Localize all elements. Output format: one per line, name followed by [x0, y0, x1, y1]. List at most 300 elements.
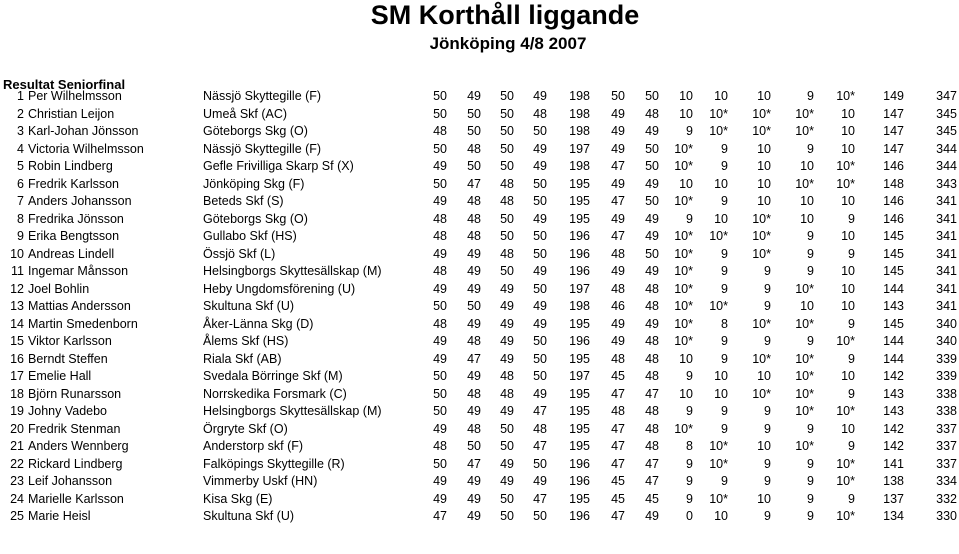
rank-cell: 1	[17, 89, 24, 103]
score-cell: 9	[807, 246, 814, 261]
rank-cell: 23	[10, 474, 24, 488]
rank-cell: 14	[10, 316, 24, 331]
shooter-name-cell: Marie Heisl	[28, 509, 91, 523]
score-cell: 10	[841, 281, 855, 296]
shooter-name-cell: Viktor Karlsson	[28, 334, 112, 348]
table-row	[0, 316, 959, 334]
score-cell: 49	[645, 316, 659, 331]
score-cell: 10*	[836, 474, 855, 488]
score-cell: 50	[645, 89, 659, 103]
club-cell: Heby Ungdomsförening (U)	[203, 281, 356, 296]
score-cell: 48	[533, 106, 547, 121]
score-cell: 45	[611, 474, 625, 488]
score-cell: 47	[433, 509, 447, 523]
score-cell: 50	[500, 211, 514, 226]
score-cell: 9	[721, 141, 728, 156]
score-cell: 10	[757, 439, 771, 453]
club-cell: Kisa Skg (E)	[203, 491, 273, 506]
score-cell: 196	[569, 474, 590, 488]
score-cell: 45	[611, 369, 625, 383]
score-cell: 48	[611, 246, 625, 261]
score-cell: 9	[686, 124, 693, 138]
score-cell: 47	[645, 386, 659, 401]
rank-cell: 20	[10, 421, 24, 436]
score-cell: 146	[883, 159, 904, 173]
score-cell: 341	[936, 246, 957, 261]
score-cell: 50	[467, 299, 481, 313]
score-cell: 48	[500, 386, 514, 401]
score-cell: 10	[757, 369, 771, 383]
score-cell: 196	[569, 264, 590, 278]
club-cell: Örgryte Skf (O)	[203, 421, 288, 436]
score-cell: 10*	[674, 316, 693, 331]
score-cell: 10*	[674, 281, 693, 296]
score-cell: 339	[936, 369, 957, 383]
score-cell: 8	[721, 316, 728, 331]
club-cell: Beteds Skf (S)	[203, 194, 284, 208]
score-cell: 48	[645, 369, 659, 383]
page-subtitle: Jönköping 4/8 2007	[429, 34, 587, 53]
score-cell: 9	[848, 439, 855, 453]
score-cell: 9	[721, 194, 728, 208]
score-cell: 10*	[836, 176, 855, 191]
score-cell: 9	[807, 89, 814, 103]
score-cell: 10*	[752, 386, 771, 401]
table-row	[0, 158, 959, 176]
club-cell: Jönköping Skg (F)	[203, 176, 305, 191]
club-cell: Svedala Börringe Skf (M)	[203, 369, 343, 383]
score-cell: 0	[686, 509, 693, 523]
score-cell: 195	[569, 316, 590, 331]
score-cell: 10	[841, 369, 855, 383]
rank-cell: 19	[10, 404, 24, 418]
score-cell: 47	[611, 386, 625, 401]
score-cell: 141	[883, 456, 904, 471]
club-cell: Skultuna Skf (U)	[203, 509, 295, 523]
score-cell: 145	[883, 264, 904, 278]
club-cell: Riala Skf (AB)	[203, 351, 282, 366]
score-cell: 10	[714, 386, 728, 401]
club-cell: Åker-Länna Skg (D)	[203, 316, 314, 331]
score-cell: 48	[467, 194, 481, 208]
score-cell: 47	[611, 456, 625, 471]
score-cell: 196	[569, 246, 590, 261]
score-cell: 50	[433, 141, 447, 156]
score-cell: 9	[848, 491, 855, 506]
score-cell: 9	[721, 474, 728, 488]
score-cell: 50	[433, 456, 447, 471]
score-cell: 50	[433, 106, 447, 121]
score-cell: 48	[433, 124, 447, 138]
score-cell: 48	[645, 106, 659, 121]
shooter-name-cell: Martin Smedenborn	[28, 316, 138, 331]
score-cell: 337	[936, 439, 957, 453]
shooter-name-cell: Robin Lindberg	[28, 159, 113, 173]
score-cell: 49	[433, 194, 447, 208]
score-cell: 49	[500, 404, 514, 418]
score-cell: 49	[533, 316, 547, 331]
score-cell: 198	[569, 124, 590, 138]
score-cell: 49	[611, 211, 625, 226]
score-cell: 50	[500, 264, 514, 278]
score-cell: 197	[569, 141, 590, 156]
rank-cell: 3	[17, 124, 24, 138]
score-cell: 48	[611, 404, 625, 418]
score-cell: 10*	[795, 404, 814, 418]
score-cell: 9	[686, 404, 693, 418]
score-cell: 50	[645, 246, 659, 261]
score-cell: 196	[569, 456, 590, 471]
score-cell: 10*	[709, 491, 728, 506]
score-cell: 341	[936, 299, 957, 313]
shooter-name-cell: Fredrika Jönsson	[28, 211, 124, 226]
score-cell: 49	[467, 369, 481, 383]
score-cell: 49	[611, 316, 625, 331]
section-heading: Resultat Seniorfinal	[3, 77, 126, 92]
table-row	[0, 141, 959, 159]
rank-cell: 5	[17, 159, 24, 173]
score-cell: 10*	[795, 106, 814, 121]
score-cell: 9	[721, 281, 728, 296]
score-cell: 49	[433, 246, 447, 261]
club-cell: Norrskedika Forsmark (C)	[203, 386, 347, 401]
score-cell: 9	[807, 229, 814, 243]
score-cell: 50	[533, 456, 547, 471]
score-cell: 9	[721, 264, 728, 278]
score-cell: 10*	[752, 351, 771, 366]
score-cell: 341	[936, 211, 957, 226]
score-cell: 9	[807, 456, 814, 471]
score-cell: 9	[764, 299, 771, 313]
score-cell: 48	[645, 299, 659, 313]
score-cell: 9	[721, 246, 728, 261]
shooter-name-cell: Berndt Steffen	[28, 351, 108, 366]
score-cell: 49	[533, 299, 547, 313]
score-cell: 145	[883, 316, 904, 331]
rank-cell: 24	[10, 491, 24, 506]
score-cell: 9	[764, 281, 771, 296]
table-row	[0, 246, 959, 264]
shooter-name-cell: Anders Wennberg	[28, 439, 129, 453]
score-cell: 50	[533, 351, 547, 366]
score-cell: 49	[500, 316, 514, 331]
score-cell: 47	[611, 421, 625, 436]
score-cell: 9	[721, 159, 728, 173]
score-cell: 9	[848, 211, 855, 226]
shooter-name-cell: Emelie Hall	[28, 369, 92, 383]
score-cell: 9	[807, 141, 814, 156]
score-cell: 10	[841, 106, 855, 121]
score-cell: 48	[433, 439, 447, 453]
score-cell: 9	[807, 509, 814, 523]
score-cell: 48	[611, 281, 625, 296]
score-cell: 195	[569, 404, 590, 418]
score-cell: 50	[467, 106, 481, 121]
score-cell: 47	[611, 439, 625, 453]
score-cell: 48	[467, 334, 481, 348]
table-row	[0, 228, 959, 246]
score-cell: 10	[679, 386, 693, 401]
score-cell: 10*	[752, 229, 771, 243]
score-cell: 134	[883, 509, 904, 523]
shooter-name-cell: Andreas Lindell	[28, 246, 115, 261]
shooter-name-cell: Björn Runarsson	[28, 386, 122, 401]
score-cell: 10	[757, 491, 771, 506]
score-cell: 10	[714, 211, 728, 226]
score-cell: 49	[500, 299, 514, 313]
table-row	[0, 263, 959, 281]
score-cell: 10	[679, 89, 693, 103]
score-cell: 146	[883, 194, 904, 208]
score-cell: 48	[500, 369, 514, 383]
page-title: SM Korthåll liggande	[370, 0, 640, 30]
score-cell: 48	[500, 176, 514, 191]
score-cell: 10*	[836, 334, 855, 348]
score-cell: 49	[533, 141, 547, 156]
score-cell: 10*	[674, 334, 693, 348]
score-cell: 10*	[709, 456, 728, 471]
club-cell: Göteborgs Skg (O)	[203, 124, 308, 138]
score-cell: 49	[611, 264, 625, 278]
score-cell: 196	[569, 334, 590, 348]
score-cell: 50	[500, 159, 514, 173]
score-cell: 50	[533, 194, 547, 208]
score-cell: 47	[533, 404, 547, 418]
score-cell: 142	[883, 439, 904, 453]
score-cell: 49	[467, 509, 481, 523]
score-cell: 9	[807, 334, 814, 348]
score-cell: 50	[500, 439, 514, 453]
score-cell: 49	[645, 211, 659, 226]
score-cell: 49	[611, 176, 625, 191]
score-cell: 48	[433, 229, 447, 243]
score-cell: 147	[883, 141, 904, 156]
score-cell: 10*	[795, 439, 814, 453]
rank-cell: 6	[17, 176, 24, 191]
score-cell: 142	[883, 421, 904, 436]
table-row	[0, 106, 959, 124]
score-cell: 10*	[836, 456, 855, 471]
score-cell: 10	[841, 299, 855, 313]
score-cell: 10*	[836, 509, 855, 523]
table-row	[0, 333, 959, 351]
score-cell: 10*	[709, 229, 728, 243]
score-cell: 9	[686, 456, 693, 471]
rank-cell: 4	[17, 141, 24, 156]
score-cell: 332	[936, 491, 957, 506]
score-cell: 47	[533, 439, 547, 453]
score-cell: 196	[569, 229, 590, 243]
table-row	[0, 421, 959, 439]
score-cell: 50	[433, 299, 447, 313]
score-cell: 49	[611, 106, 625, 121]
score-cell: 50	[433, 369, 447, 383]
club-cell: Össjö Skf (L)	[203, 246, 276, 261]
score-cell: 50	[533, 176, 547, 191]
table-row	[0, 473, 959, 491]
rank-cell: 18	[10, 386, 24, 401]
score-cell: 49	[611, 334, 625, 348]
rank-cell: 13	[10, 299, 24, 313]
score-cell: 9	[764, 474, 771, 488]
score-cell: 10	[714, 176, 728, 191]
score-cell: 10*	[674, 421, 693, 436]
score-cell: 50	[500, 124, 514, 138]
shooter-name-cell: Rickard Lindberg	[28, 456, 123, 471]
score-cell: 9	[764, 264, 771, 278]
club-cell: Gefle Frivilliga Skarp Sf (X)	[203, 159, 354, 173]
score-cell: 195	[569, 176, 590, 191]
score-cell: 145	[883, 246, 904, 261]
score-cell: 341	[936, 264, 957, 278]
score-cell: 10	[841, 194, 855, 208]
score-cell: 50	[467, 159, 481, 173]
score-cell: 197	[569, 369, 590, 383]
score-cell: 49	[433, 421, 447, 436]
club-cell: Göteborgs Skg (O)	[203, 211, 308, 226]
club-cell: Umeå Skf (AC)	[203, 106, 288, 121]
score-cell: 10*	[709, 106, 728, 121]
rank-cell: 12	[10, 281, 24, 296]
score-cell: 49	[533, 386, 547, 401]
score-cell: 195	[569, 351, 590, 366]
score-cell: 9	[848, 246, 855, 261]
score-cell: 47	[533, 491, 547, 506]
score-cell: 48	[433, 211, 447, 226]
score-cell: 49	[533, 89, 547, 103]
score-cell: 334	[936, 474, 957, 488]
table-row	[0, 298, 959, 316]
score-cell: 50	[433, 386, 447, 401]
rank-cell: 15	[10, 334, 24, 348]
score-cell: 10*	[674, 229, 693, 243]
score-cell: 8	[686, 439, 693, 453]
score-cell: 47	[611, 159, 625, 173]
score-cell: 49	[467, 281, 481, 296]
score-cell: 10	[679, 106, 693, 121]
score-cell: 195	[569, 386, 590, 401]
score-cell: 45	[611, 491, 625, 506]
table-row	[0, 351, 959, 369]
score-cell: 48	[467, 421, 481, 436]
score-cell: 50	[500, 106, 514, 121]
score-cell: 50	[433, 89, 447, 103]
score-cell: 10	[841, 421, 855, 436]
score-cell: 337	[936, 421, 957, 436]
score-cell: 9	[764, 509, 771, 523]
score-cell: 48	[533, 421, 547, 436]
score-cell: 49	[645, 176, 659, 191]
table-row	[0, 456, 959, 474]
score-cell: 50	[533, 369, 547, 383]
score-cell: 50	[500, 509, 514, 523]
score-cell: 48	[611, 351, 625, 366]
score-cell: 144	[883, 334, 904, 348]
score-cell: 338	[936, 386, 957, 401]
score-cell: 198	[569, 159, 590, 173]
rank-cell: 16	[10, 351, 24, 366]
score-cell: 144	[883, 281, 904, 296]
table-row	[0, 123, 959, 141]
score-cell: 10*	[795, 369, 814, 383]
score-cell: 10*	[709, 299, 728, 313]
score-cell: 10	[800, 211, 814, 226]
score-cell: 49	[433, 281, 447, 296]
score-cell: 49	[645, 124, 659, 138]
score-cell: 341	[936, 229, 957, 243]
score-cell: 10	[714, 369, 728, 383]
score-cell: 347	[936, 89, 957, 103]
score-cell: 47	[467, 456, 481, 471]
score-cell: 10	[757, 159, 771, 173]
score-cell: 48	[645, 281, 659, 296]
score-cell: 10*	[795, 316, 814, 331]
score-cell: 145	[883, 229, 904, 243]
table-row	[0, 281, 959, 299]
score-cell: 48	[645, 334, 659, 348]
score-cell: 10*	[752, 124, 771, 138]
score-cell: 9	[764, 456, 771, 471]
score-cell: 10*	[836, 404, 855, 418]
score-cell: 338	[936, 404, 957, 418]
score-cell: 9	[764, 334, 771, 348]
score-cell: 344	[936, 159, 957, 173]
score-cell: 9	[764, 421, 771, 436]
score-cell: 48	[433, 264, 447, 278]
score-cell: 10*	[674, 264, 693, 278]
score-cell: 147	[883, 124, 904, 138]
score-cell: 10	[714, 509, 728, 523]
rank-cell: 8	[17, 211, 24, 226]
score-cell: 198	[569, 106, 590, 121]
score-cell: 50	[433, 404, 447, 418]
club-cell: Ålems Skf (HS)	[203, 334, 289, 348]
score-cell: 10*	[709, 124, 728, 138]
score-cell: 343	[936, 176, 957, 191]
score-cell: 50	[500, 89, 514, 103]
score-cell: 142	[883, 369, 904, 383]
shooter-name-cell: Victoria Wilhelmsson	[28, 141, 144, 156]
score-cell: 10*	[836, 89, 855, 103]
score-cell: 345	[936, 106, 957, 121]
club-cell: Falköpings Skyttegille (R)	[203, 456, 345, 471]
score-cell: 341	[936, 194, 957, 208]
score-cell: 47	[611, 509, 625, 523]
score-cell: 340	[936, 316, 957, 331]
score-cell: 48	[500, 194, 514, 208]
score-cell: 47	[467, 176, 481, 191]
club-cell: Anderstorp skf (F)	[203, 439, 304, 453]
shooter-name-cell: Karl-Johan Jönsson	[28, 124, 139, 138]
score-cell: 10	[757, 141, 771, 156]
score-cell: 50	[500, 491, 514, 506]
score-cell: 48	[467, 141, 481, 156]
score-cell: 195	[569, 439, 590, 453]
score-cell: 148	[883, 176, 904, 191]
score-cell: 49	[533, 159, 547, 173]
score-cell: 49	[467, 474, 481, 488]
score-cell: 49	[500, 456, 514, 471]
shooter-name-cell: Per Wilhelmsson	[28, 89, 122, 103]
shooter-name-cell: Fredrik Karlsson	[28, 176, 119, 191]
rank-cell: 17	[10, 369, 24, 383]
score-cell: 47	[611, 229, 625, 243]
score-cell: 147	[883, 106, 904, 121]
score-cell: 10	[757, 176, 771, 191]
score-cell: 9	[686, 211, 693, 226]
table-row	[0, 211, 959, 229]
rank-cell: 25	[10, 509, 24, 523]
